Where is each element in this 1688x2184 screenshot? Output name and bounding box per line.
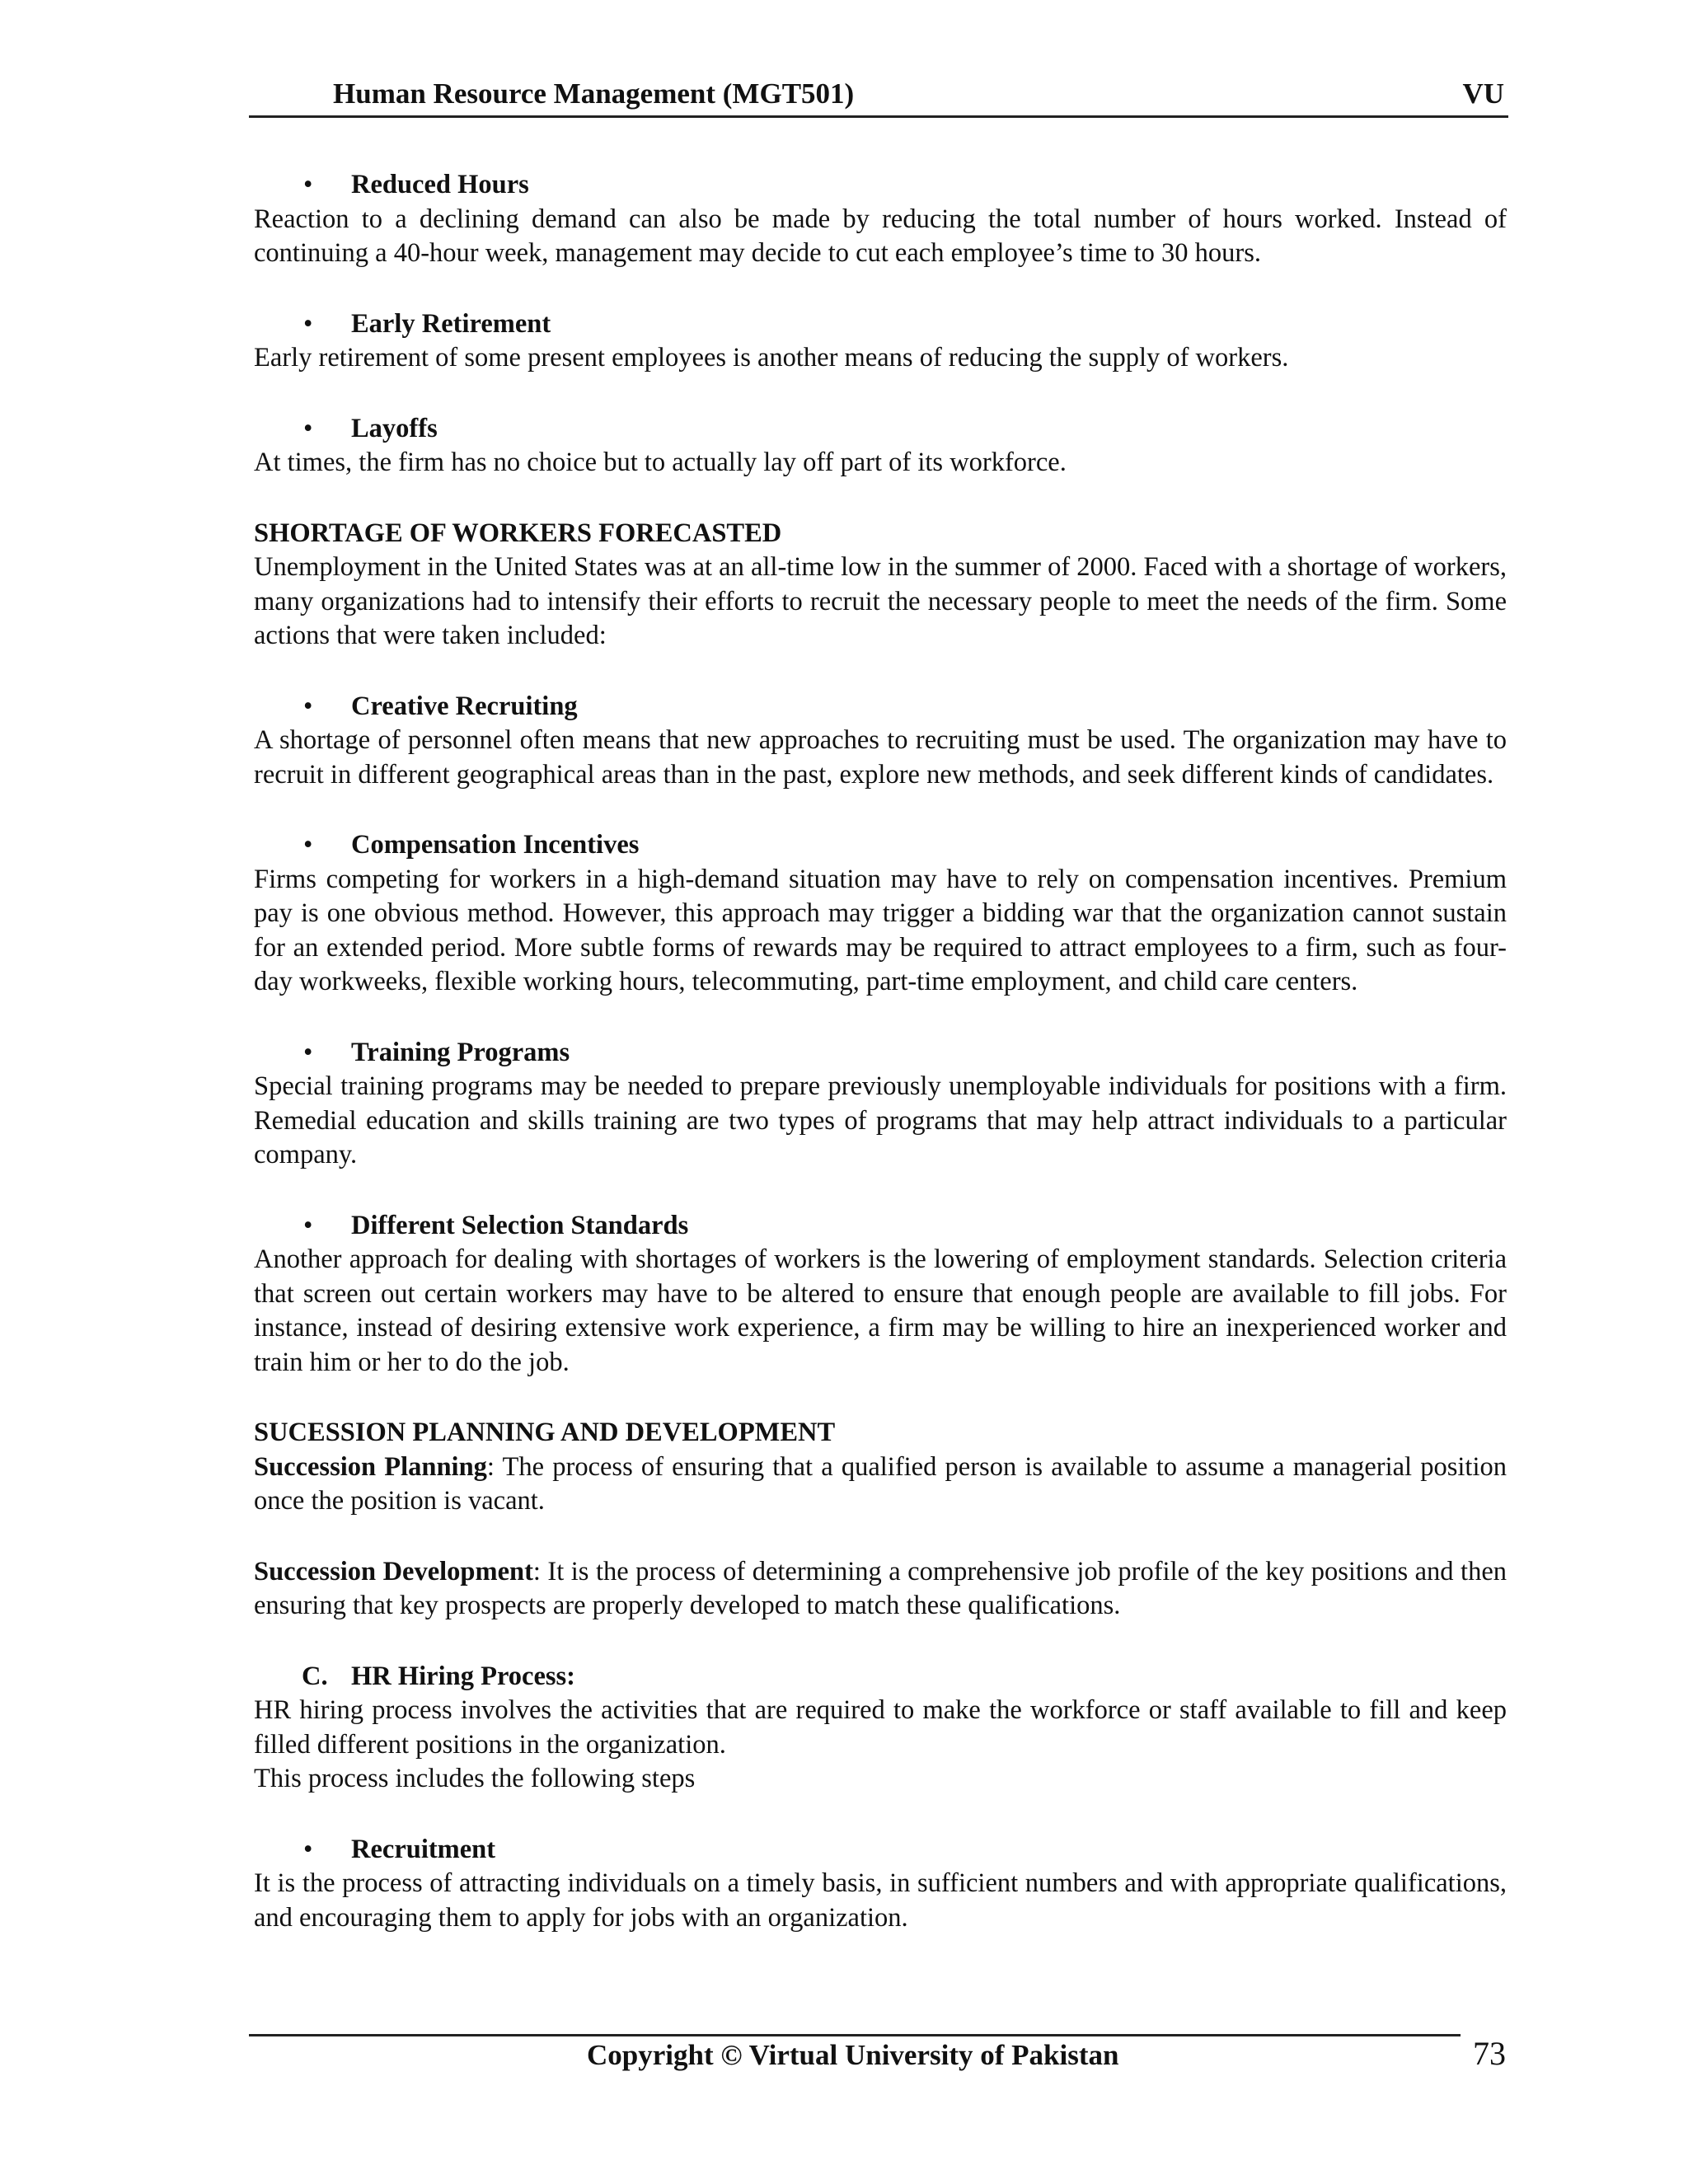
bullet-icon: • [303, 308, 313, 339]
paragraph-training: Special training programs may be needed to prepare previously unemployable individuals for positions with a firm. Remedial education and skills training are two types of programs that may help attract individuals to a particular company. [254, 1071, 1507, 1169]
paragraph-selection: Another approach for dealing with shortages of workers is the lowering of employment standards. Selection criteria that screen out certain workers may have to be altered to ensure that enough people are available to fill jobs. For instance, instead of desiring extensive work experience, a firm may be willing to hire an inexperienced worker and train him or her to do the job. [254, 1244, 1507, 1377]
bullet-heading-text: Early Retirement [351, 308, 551, 339]
page-header [249, 74, 1508, 118]
paragraph-hr-hiring-steps: This process includes the following steps [254, 1764, 696, 1793]
subsection-heading-text: HR Hiring Process: [351, 1661, 575, 1691]
paragraph-shortage: Unemployment in the United States was at an all-time low in the summer of 2000. Faced with a shortage of workers, many organizations had to intensify their efforts to recruit the necessary people to meet the needs of the firm. Some actions that were taken included: [254, 552, 1507, 650]
bullet-heading-text: Different Selection Standards [351, 1210, 689, 1240]
paragraph-early-retirement: Early retirement of some present employees is another means of reducing the supply of workers. [254, 343, 1289, 373]
subsection-letter: C. [302, 1661, 328, 1691]
page-content [254, 168, 1507, 1935]
bullet-icon: • [303, 1210, 313, 1240]
bullet-heading-compensation [254, 828, 1507, 863]
footer-copyright: Copyright © Virtual University of Pakistan [587, 2039, 1119, 2071]
bullet-heading-reduced-hours [254, 168, 1507, 203]
paragraph-creative-recruiting: A shortage of personnel often means that new approaches to recruiting must be used. The organization may have to recruit in different geographical areas than in the past, explore new methods, and seek different kinds of candidates. [254, 725, 1507, 790]
bullet-heading-recruitment [254, 1833, 1507, 1868]
bullet-heading-text: Layoffs [351, 413, 438, 443]
paragraph-recruitment: It is the process of attracting individuals on a timely basis, in sufficient numbers and with appropriate qualifications, and encouraging them to apply for jobs with an organization. [254, 1868, 1507, 1933]
term-succession-development: Succession Development [254, 1556, 533, 1586]
bullet-heading-creative-recruiting [254, 690, 1507, 724]
footer-rule [249, 2034, 1461, 2036]
paragraph-reduced-hours: Reaction to a declining demand can also be made by reducing the total number of hours worked. Instead of continuing a 40-hour week, management may decide to cut each employee’s time to 30 hours. [254, 204, 1507, 268]
subsection-heading-hr-hiring [254, 1660, 1507, 1694]
bullet-heading-text: Recruitment [351, 1834, 496, 1864]
paragraph-layoffs: At times, the firm has no choice but to actually lay off part of its workforce. [254, 448, 1067, 477]
bullet-heading-training [254, 1036, 1507, 1071]
term-succession-planning: Succession Planning [254, 1451, 487, 1482]
bullet-icon: • [303, 1834, 313, 1864]
course-title: Human Resource Management (MGT501) [333, 77, 855, 110]
bullet-icon: • [303, 691, 313, 721]
bullet-icon: • [303, 1037, 313, 1067]
section-heading-succession: SUCESSION PLANNING AND DEVELOPMENT [254, 1418, 836, 1447]
bullet-icon: • [303, 170, 313, 199]
bullet-icon: • [303, 830, 313, 860]
bullet-heading-text: Creative Recruiting [351, 691, 578, 721]
definition-succession-development: : It is the process of determining a comprehensive job profile of the key positions and then ensuring that key prospects are properly developed to match these qualifications. [254, 1556, 1507, 1620]
definition-succession-planning: : The process of ensuring that a qualified person is available to assume a managerial position once the position is vacant. [254, 1451, 1507, 1516]
paragraph-succession-planning [254, 1451, 1507, 1519]
bullet-heading-selection [254, 1209, 1507, 1244]
paragraph-hr-hiring: HR hiring process involves the activities that are required to make the workforce or staff available to fill and keep filled different positions in the organization. [254, 1695, 1507, 1760]
paragraph-succession-development [254, 1555, 1507, 1624]
page-number: 73 [1473, 2035, 1506, 2072]
bullet-heading-early-retirement [254, 307, 1507, 342]
bullet-heading-layoffs [254, 412, 1507, 447]
section-heading-shortage: SHORTAGE OF WORKERS FORECASTED [254, 518, 782, 548]
bullet-heading-text: Compensation Incentives [351, 830, 640, 860]
paragraph-compensation: Firms competing for workers in a high-demand situation may have to rely on compensation incentives. Premium pay is one obvious method. However, this approach may trigger a bidding war that the organization cannot sustain for an extended period. More subtle forms of rewards may be required to attract employees to a firm, such as four-day workweeks, flexible working hours, telecommuting, part-time employment, and child care centers. [254, 864, 1507, 996]
university-abbrev: VU [1462, 77, 1504, 110]
bullet-heading-text: Training Programs [351, 1037, 570, 1067]
bullet-heading-text: Reduced Hours [351, 170, 529, 199]
bullet-icon: • [303, 413, 313, 443]
